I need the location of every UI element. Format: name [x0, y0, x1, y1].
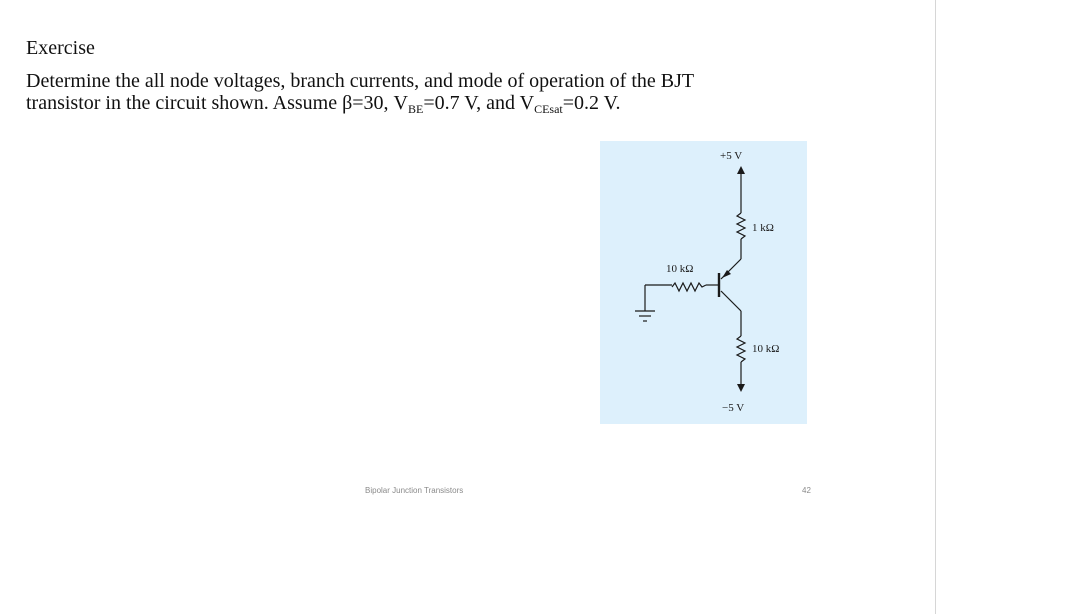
collector-resistor-symbol	[737, 213, 745, 239]
circuit-figure	[600, 141, 807, 424]
statement-line-2-prefix: transistor in the circuit shown. Assume β=30, V	[26, 92, 408, 114]
emitter-resistor-label: 10 kΩ	[752, 343, 780, 355]
statement-line-2-suffix: =0.2 V.	[562, 92, 621, 114]
vcesat-subscript: CEsat	[534, 102, 563, 116]
statement-line-1: Determine the all node voltages, branch currents, and mode of operation of the BJT	[26, 70, 695, 92]
bottom-supply-label: −5 V	[722, 402, 745, 414]
collector-arrow	[722, 270, 731, 278]
statement-line-2-mid: =0.7 V, and V	[423, 92, 535, 114]
collector-resistor-label: 1 kΩ	[752, 222, 774, 234]
circuit-diagram	[600, 141, 807, 424]
base-resistor-label: 10 kΩ	[666, 263, 694, 275]
transistor-emitter-lead	[721, 291, 741, 311]
statement-line-2	[26, 92, 694, 120]
top-supply-arrow	[737, 166, 745, 174]
footer-course-title: Bipolar Junction Transistors	[365, 486, 464, 495]
exercise-statement	[26, 70, 694, 120]
footer-page-number: 42	[802, 486, 811, 495]
vbe-subscript: BE	[407, 102, 424, 116]
bottom-supply-arrow	[737, 384, 745, 392]
slide-title: Exercise	[26, 37, 95, 59]
side-panel	[935, 0, 1078, 614]
emitter-resistor-symbol	[737, 336, 745, 362]
base-resistor-symbol	[672, 283, 706, 291]
top-supply-label: +5 V	[720, 150, 743, 162]
